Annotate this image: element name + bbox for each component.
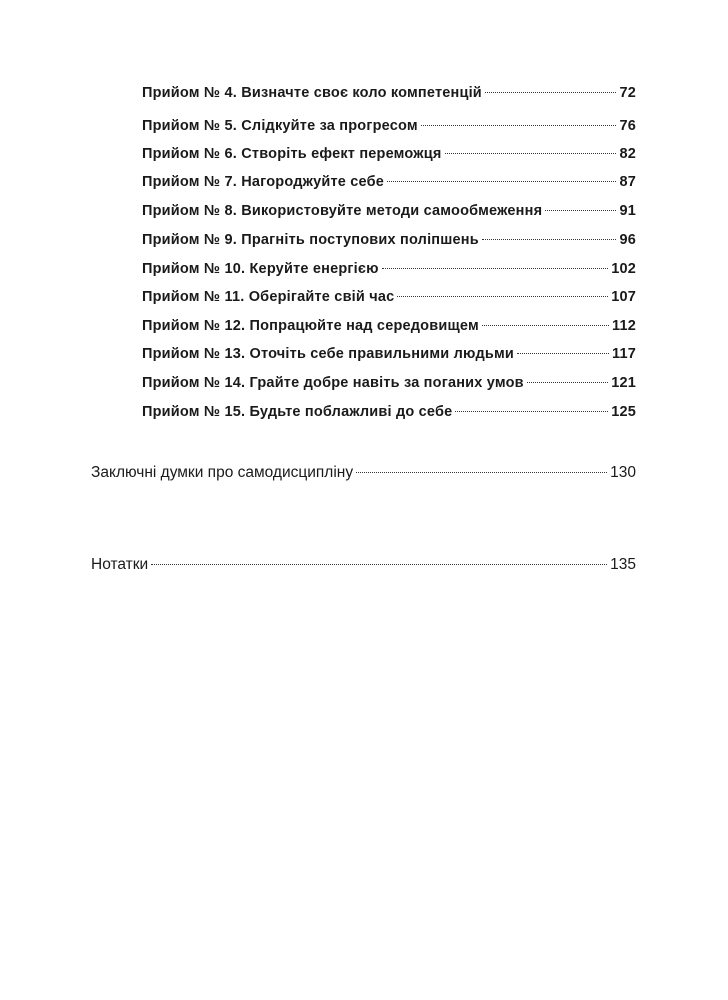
toc-entry-page: 112 bbox=[612, 318, 636, 334]
toc-entry-technique-9[interactable] bbox=[142, 229, 636, 251]
dot-leader bbox=[482, 325, 609, 326]
dot-leader bbox=[517, 353, 609, 354]
toc-entry-page: 87 bbox=[619, 174, 636, 190]
toc-entry-page: 102 bbox=[611, 261, 636, 277]
toc-entry-title: Прийом № 13. Оточіть себе правильними людьми bbox=[142, 346, 515, 362]
toc-entry-title: Прийом № 6. Створіть ефект переможця bbox=[142, 146, 442, 162]
toc-entry-title: Нотатки bbox=[91, 556, 149, 573]
dot-leader bbox=[382, 268, 609, 269]
dot-leader bbox=[445, 153, 617, 154]
toc-entry-page: 117 bbox=[612, 346, 636, 362]
toc-entry-title: Прийом № 5. Слідкуйте за прогресом bbox=[142, 118, 418, 134]
toc-entry-page: 76 bbox=[619, 118, 636, 134]
toc-entry-page: 72 bbox=[619, 85, 636, 101]
toc-entry-technique-13[interactable] bbox=[142, 343, 636, 365]
toc-entry-technique-12[interactable] bbox=[142, 315, 636, 337]
toc-entry-title: Прийом № 11. Оберігайте свій час bbox=[142, 289, 395, 305]
toc-entry-title: Прийом № 14. Грайте добре навіть за поганих умов bbox=[142, 375, 524, 391]
toc-entry-title: Прийом № 15. Будьте поблажливі до себе bbox=[142, 404, 453, 420]
toc-entry-technique-8[interactable] bbox=[142, 200, 636, 222]
dot-leader bbox=[421, 125, 617, 126]
toc-entry-page: 125 bbox=[611, 404, 636, 420]
toc-entry-title: Заключні думки про самодисципліну bbox=[91, 464, 354, 481]
toc-entry-technique-7[interactable] bbox=[142, 171, 636, 193]
toc-entry-page: 107 bbox=[611, 289, 636, 305]
toc-entry-technique-15[interactable] bbox=[142, 401, 636, 423]
dot-leader bbox=[455, 411, 608, 412]
toc-entry-page: 96 bbox=[619, 232, 636, 248]
dot-leader bbox=[356, 472, 607, 473]
toc-entry-title: Прийом № 8. Використовуйте методи самообмеження bbox=[142, 203, 543, 219]
toc-entry-title: Прийом № 4. Визначте своє коло компетенцій bbox=[142, 85, 482, 101]
dot-leader bbox=[485, 92, 617, 93]
dot-leader bbox=[387, 181, 616, 182]
dot-leader bbox=[151, 564, 607, 565]
dot-leader bbox=[545, 210, 616, 211]
dot-leader bbox=[397, 296, 608, 297]
toc-entry-technique-4[interactable] bbox=[142, 82, 636, 104]
toc-entry-title: Прийом № 9. Прагніть поступових поліпшень bbox=[142, 232, 479, 248]
toc-entry-page: 82 bbox=[619, 146, 636, 162]
toc-entry-title: Прийом № 7. Нагороджуйте себе bbox=[142, 174, 385, 190]
dot-leader bbox=[482, 239, 617, 240]
toc-entry-page: 135 bbox=[610, 556, 636, 573]
toc-entry-technique-11[interactable] bbox=[142, 286, 636, 308]
toc-entry-title: Прийом № 10. Керуйте енергією bbox=[142, 261, 379, 277]
toc-entry-technique-6[interactable] bbox=[142, 143, 636, 165]
toc-entry-page: 130 bbox=[610, 464, 636, 481]
toc-entry-title: Прийом № 12. Попрацюйте над середовищем bbox=[142, 318, 479, 334]
toc-entry-page: 121 bbox=[611, 375, 636, 391]
toc-entry-technique-5[interactable] bbox=[142, 115, 636, 137]
dot-leader bbox=[527, 382, 608, 383]
toc-entry-conclusion[interactable] bbox=[91, 462, 636, 484]
toc-entry-page: 91 bbox=[619, 203, 636, 219]
toc-entry-notes[interactable] bbox=[91, 554, 636, 576]
toc-entry-technique-14[interactable] bbox=[142, 372, 636, 394]
toc-entry-technique-10[interactable] bbox=[142, 258, 636, 280]
